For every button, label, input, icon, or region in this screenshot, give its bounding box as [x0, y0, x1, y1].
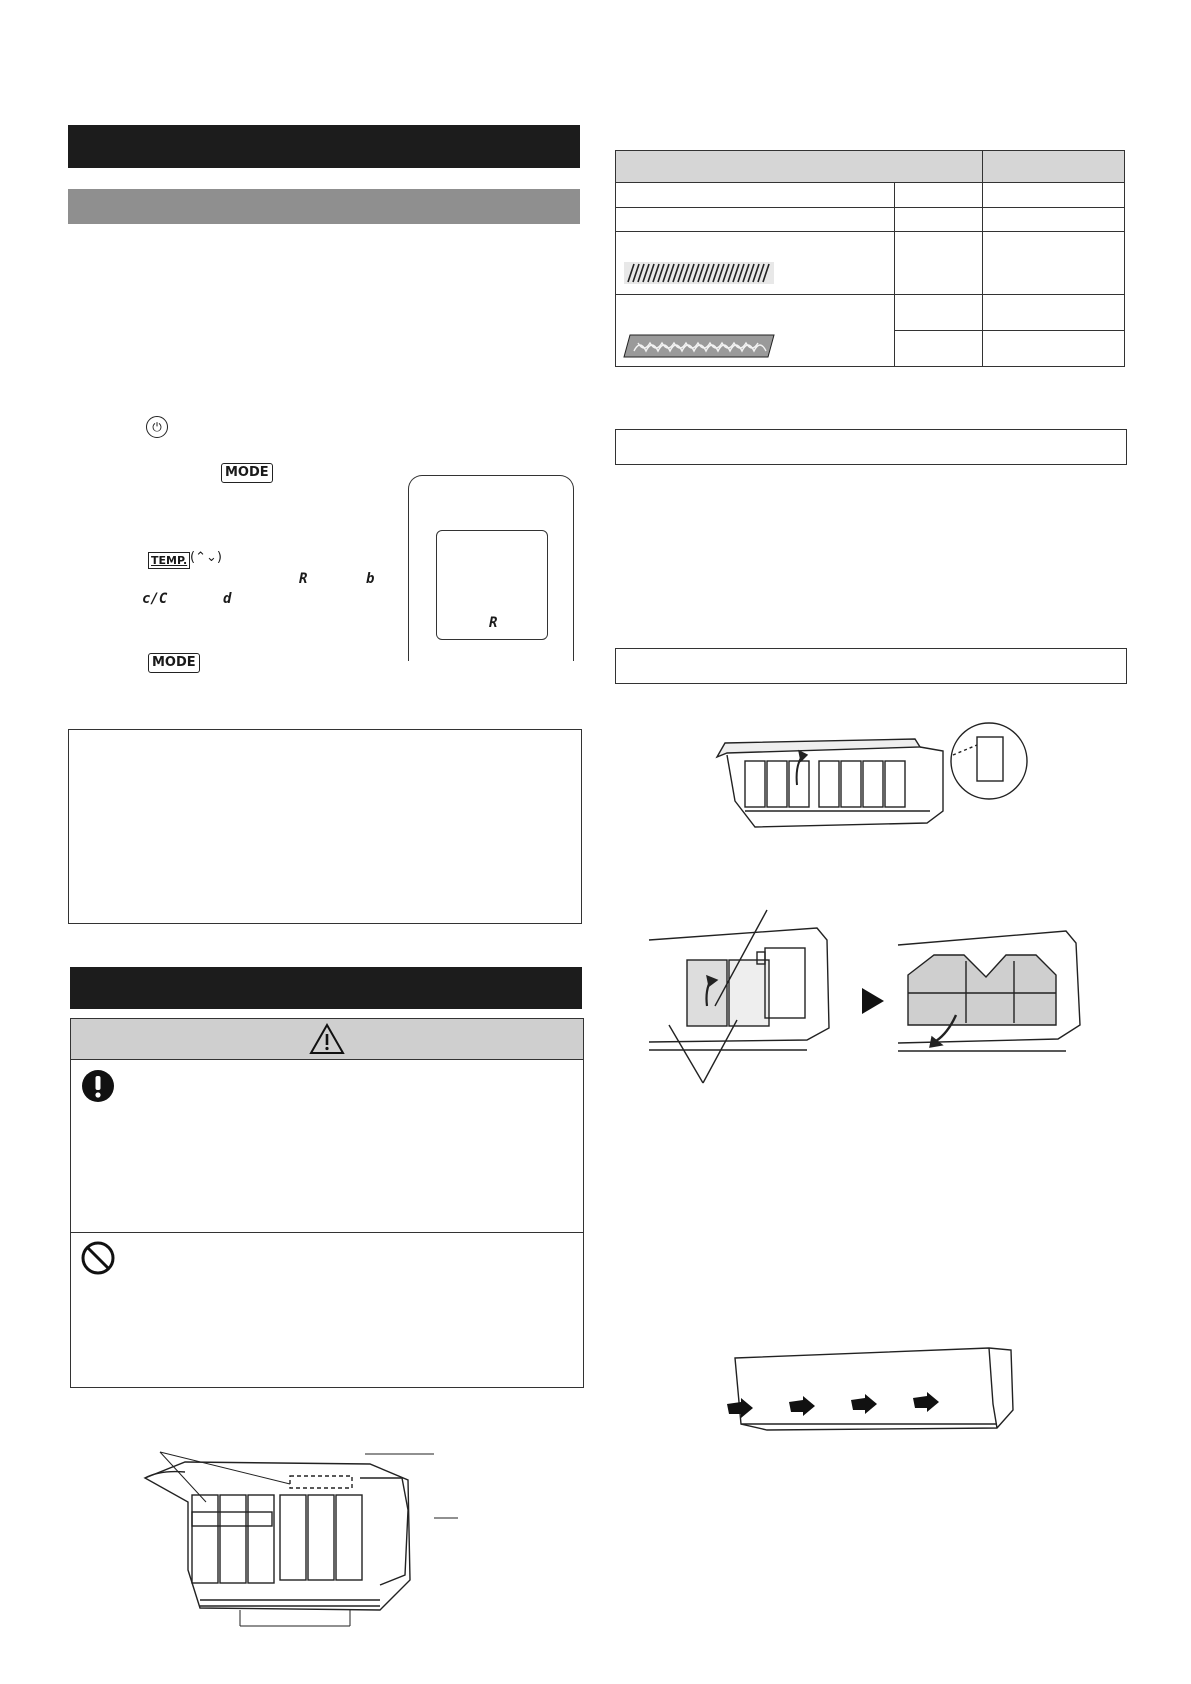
table-cell	[983, 331, 1125, 367]
mode-key-label-2: MODE	[148, 653, 200, 673]
remote-lcd-screen	[436, 530, 548, 640]
play-arrow-icon	[862, 988, 884, 1014]
section-header-bar	[68, 125, 580, 168]
warning-divider	[71, 1232, 583, 1233]
power-button-icon: ⏻	[146, 416, 168, 438]
filter-lift-illustration	[647, 910, 847, 1085]
open-front-panel-illustration	[715, 715, 1035, 830]
table-cell	[894, 183, 982, 207]
segment-d: d	[223, 591, 232, 607]
warning-header	[71, 1019, 583, 1060]
section-header-bar-2	[70, 967, 582, 1009]
segment-a: R	[299, 571, 308, 587]
step-box-2	[615, 648, 1127, 684]
filter-pull-out-illustration	[896, 925, 1096, 1075]
remote-control-illustration	[408, 475, 574, 661]
indoor-unit-open-illustration	[140, 1450, 460, 1630]
temp-arrows-icon: (⌃⌄)	[190, 550, 222, 565]
table-cell	[894, 232, 982, 295]
table-header-cell	[983, 151, 1125, 183]
segment-b: b	[366, 571, 375, 587]
pleated-filter-image	[624, 262, 774, 284]
lcd-segment-value: R	[489, 615, 498, 631]
note-box	[68, 729, 582, 924]
temp-key-label: TEMP.	[148, 552, 190, 569]
table-cell	[983, 232, 1125, 295]
table-cell	[983, 183, 1125, 207]
exclamation-circle-icon	[81, 1069, 115, 1103]
deodorizing-filter-image	[624, 335, 774, 357]
subsection-header-bar	[68, 189, 580, 224]
filter-spec-table	[615, 150, 1125, 367]
table-cell	[983, 207, 1125, 231]
prohibition-icon	[81, 1241, 115, 1275]
table-cell-filter-image	[616, 232, 895, 295]
table-cell	[894, 207, 982, 231]
table-cell	[616, 183, 895, 207]
segment-c: c/C	[142, 591, 168, 607]
warning-box	[70, 1018, 584, 1388]
table-cell	[983, 294, 1125, 331]
mode-key-label: MODE	[221, 463, 273, 483]
step-box-1	[615, 429, 1127, 465]
table-cell	[894, 331, 982, 367]
table-cell	[894, 294, 982, 331]
table-cell	[616, 207, 895, 231]
table-header-cell	[616, 151, 983, 183]
table-cell-filter-image-2	[616, 294, 895, 366]
warning-triangle-icon	[309, 1023, 345, 1055]
closed-unit-illustration	[727, 1344, 1017, 1444]
